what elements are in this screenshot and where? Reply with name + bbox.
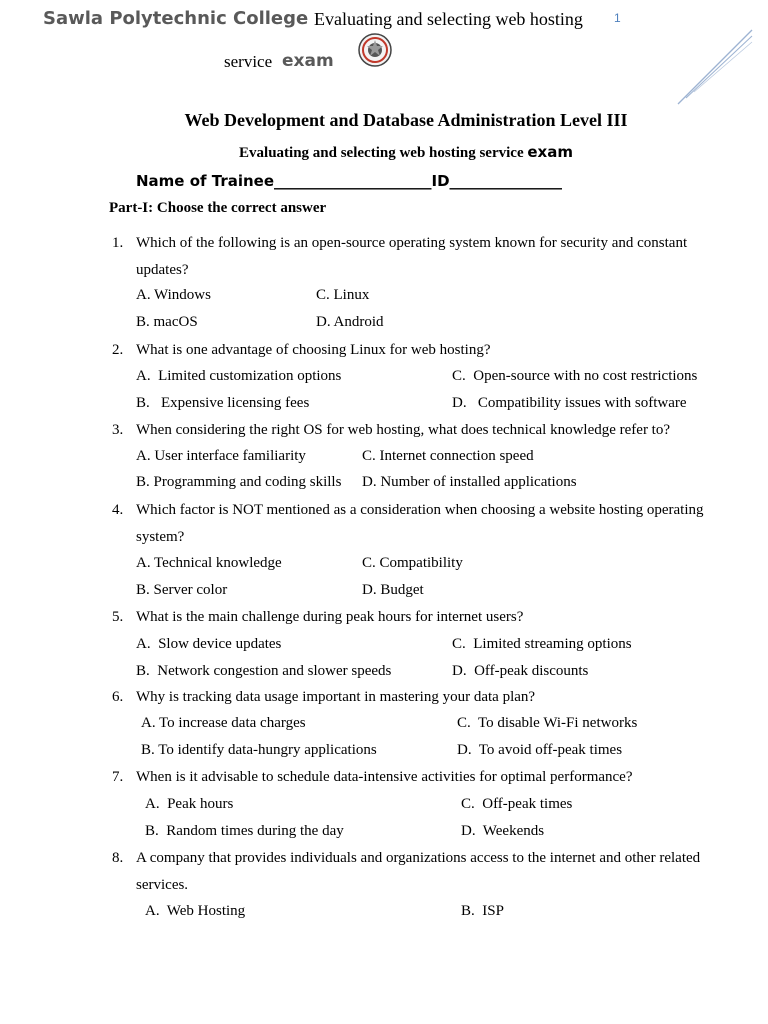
answer-option: A. Limited customization options xyxy=(136,368,342,384)
answer-option: D. Budget xyxy=(362,582,424,598)
answer-option: D. Weekends xyxy=(461,823,545,839)
answer-option: B. To identify data-hungry applications xyxy=(141,742,377,758)
answer-option: A. Technical knowledge xyxy=(136,555,282,571)
question-number: 7. xyxy=(112,769,124,785)
page-number: 1 xyxy=(614,11,621,25)
answer-option: D. Number of installed applications xyxy=(362,474,577,490)
answer-option: B. Programming and coding skills xyxy=(136,474,342,490)
answer-option: D. To avoid off-peak times xyxy=(457,742,623,758)
answer-option: B. Random times during the day xyxy=(145,823,344,839)
question-text: When considering the right OS for web hosting, what does technical knowledge refer to? xyxy=(136,422,671,438)
question-number: 1. xyxy=(112,235,124,251)
header-title-continued: service xyxy=(224,52,273,71)
answer-option: A. User interface familiarity xyxy=(136,448,306,464)
answer-option: D. Android xyxy=(316,314,384,330)
header-exam-word: exam xyxy=(282,51,334,71)
header-title: Evaluating and selecting web hosting xyxy=(314,9,583,29)
question-number: 4. xyxy=(112,502,124,518)
question-number: 5. xyxy=(112,609,124,625)
part-heading: Part-I: Choose the correct answer xyxy=(109,200,327,216)
answer-option: D. Compatibility issues with software xyxy=(452,395,687,411)
question-number: 6. xyxy=(112,689,124,705)
answer-option: C. Limited streaming options xyxy=(452,636,632,652)
college-logo xyxy=(357,32,393,68)
subtitle-text: Evaluating and selecting web hosting service xyxy=(239,145,524,161)
answer-option: B. Network congestion and slower speeds xyxy=(136,663,392,679)
question-text: A company that provides individuals and organizations access to the internet and other related services. xyxy=(136,850,701,893)
answer-option: B. ISP xyxy=(461,903,504,919)
answer-option: A. To increase data charges xyxy=(141,715,306,731)
document-subtitle xyxy=(0,143,768,162)
question-text: What is one advantage of choosing Linux for web hosting? xyxy=(136,342,491,358)
answer-option: A. Windows xyxy=(136,287,211,303)
question-number: 3. xyxy=(112,422,124,438)
question-number: 8. xyxy=(112,850,124,866)
question-text: Which of the following is an open-source operating system known for security and constant updates? xyxy=(136,235,688,278)
college-name: Sawla Polytechnic College xyxy=(43,8,309,29)
document-title: Web Development and Database Administration Level III xyxy=(184,110,628,130)
question-text: What is the main challenge during peak hours for internet users? xyxy=(136,609,524,625)
answer-option: C. To disable Wi-Fi networks xyxy=(457,715,638,731)
answer-option: A. Slow device updates xyxy=(136,636,282,652)
corner-decoration xyxy=(674,26,754,108)
trainee-name-id-line: Name of Trainee_____________________ID_______________ xyxy=(136,172,563,190)
question-text: When is it advisable to schedule data-intensive activities for optimal performance? xyxy=(136,769,633,785)
answer-option: B. macOS xyxy=(136,314,198,330)
subtitle-exam: exam xyxy=(527,143,573,161)
answer-option: C. Open-source with no cost restrictions xyxy=(452,368,698,384)
answer-option: C. Linux xyxy=(316,287,370,303)
answer-option: C. Off-peak times xyxy=(461,796,573,812)
answer-option: B. Server color xyxy=(136,582,228,598)
question-text: Which factor is NOT mentioned as a consideration when choosing a website hosting operating system? xyxy=(136,502,704,545)
answer-option: D. Off-peak discounts xyxy=(452,663,589,679)
question-number: 2. xyxy=(112,342,124,358)
question-text: Why is tracking data usage important in mastering your data plan? xyxy=(136,689,536,705)
answer-option: A. Web Hosting xyxy=(145,903,246,919)
answer-option: A. Peak hours xyxy=(145,796,234,812)
answer-option: C. Internet connection speed xyxy=(362,448,534,464)
answer-option: C. Compatibility xyxy=(362,555,463,571)
answer-option: B. Expensive licensing fees xyxy=(136,395,310,411)
